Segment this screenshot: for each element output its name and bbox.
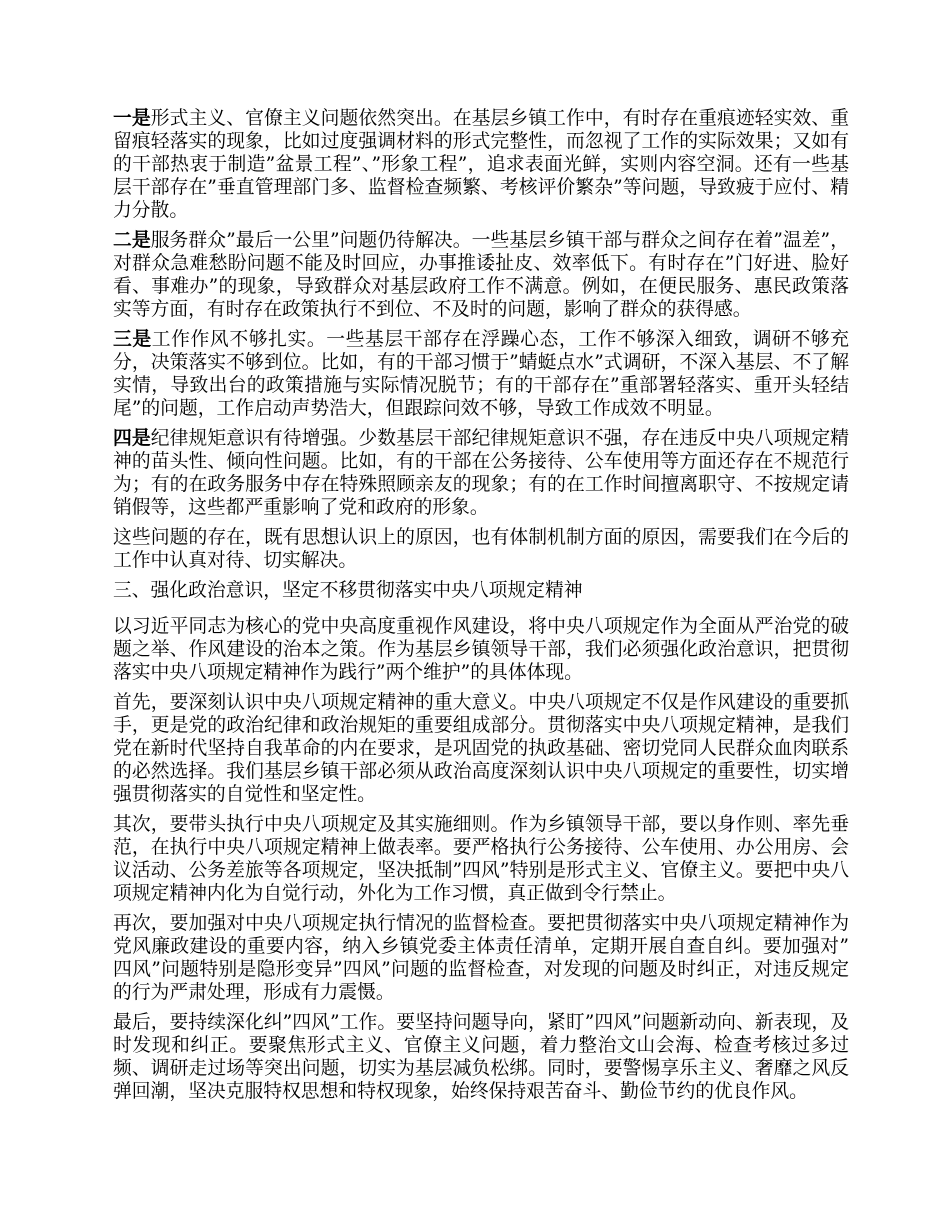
paragraph bbox=[113, 107, 849, 222]
section-heading bbox=[113, 579, 849, 602]
paragraph-lead: 四是 bbox=[113, 427, 151, 449]
paragraph bbox=[113, 912, 849, 1004]
paragraph-lead: 一是 bbox=[113, 107, 151, 129]
paragraph bbox=[113, 691, 849, 806]
document-body bbox=[113, 107, 849, 1103]
paragraph bbox=[113, 615, 849, 684]
paragraph bbox=[113, 427, 849, 519]
paragraph bbox=[113, 526, 849, 572]
paragraph-text: 纪律规矩意识有待增强。少数基层干部纪律规矩意识不强，存在违反中央八项规定精神的苗头性、倾向性问题。比如，有的干部在公务接待、公车使用等方面还存在不规范行为；有的在政务服务中存在特殊照顾亲友的现象；有的在工作时间擅离职守、不按规定请销假等，这些都严重影响了党和政府的形象。 bbox=[113, 428, 849, 518]
paragraph-text: 再次，要加强对中央八项规定执行情况的监督检查。要把贯彻落实中央八项规定精神作为党风廉政建设的重要内容，纳入乡镇党委主体责任清单，定期开展自查自纠。要加强对”四风”问题特别是隐形变异”四风”问题的监督检查，对发现的问题及时纠正，对违反规定的行为严肃处理，形成有力震慑。 bbox=[113, 913, 849, 1003]
paragraph-text: 三、强化政治意识，坚定不移贯彻落实中央八项规定精神 bbox=[113, 580, 583, 601]
paragraph-text: 其次，要带头执行中央八项规定及其实施细则。作为乡镇领导干部，要以身作则、率先垂范，在执行中央八项规定精神上做表率。要严格执行公务接待、公车使用、办公用房、会议活动、公务差旅等各项规定，坚决抵制”四风”特别是形式主义、官僚主义。要把中央八项规定精神内化为自觉行动，外化为工作习惯，真正做到令行禁止。 bbox=[113, 814, 849, 904]
paragraph-text: 最后，要持续深化纠”四风”工作。要坚持问题导向，紧盯”四风”问题新动向、新表现，及时发现和纠正。要聚焦形式主义、官僚主义问题，着力整治文山会海、检查考核过多过频、调研走过场等突出问题，切实为基层减负松绑。同时，要警惕享乐主义、奢靡之风反弹回潮，坚决克服特权思想和特权现象，始终保持艰苦奋斗、勤俭节约的优良作风。 bbox=[113, 1012, 849, 1102]
paragraph-text: 以习近平同志为核心的党中央高度重视作风建设，将中央八项规定作为全面从严治党的破题之举、作风建设的治本之策。作为基层乡镇领导干部，我们必须强化政治意识，把贯彻落实中央八项规定精神作为践行”两个维护”的具体体现。 bbox=[113, 616, 849, 683]
paragraph-text: 服务群众”最后一公里”问题仍待解决。一些基层乡镇干部与群众之间存在着”温差”，对群众急难愁盼问题不能及时回应，办事推诿扯皮、效率低下。有时存在”门好进、脸好看、事难办”的现象，导致群众对基层政府工作不满意。例如，在便民服务、惠民政策落实等方面，有时存在政策执行不到位、不及时的问题，影响了群众的获得感。 bbox=[113, 230, 850, 320]
paragraph-text: 工作作风不够扎实。一些基层干部存在浮躁心态，工作不够深入细致，调研不够充分，决策落实不够到位。比如，有的干部习惯于”蜻蜓点水”式调研，不深入基层、不了解实情，导致出台的政策措施与实际情况脱节；有的干部存在”重部署轻落实、重开头轻结尾”的问题，工作启动声势浩大，但跟踪问效不够，导致工作成效不明显。 bbox=[113, 329, 850, 419]
paragraph-lead: 二是 bbox=[113, 229, 151, 251]
paragraph bbox=[113, 229, 849, 321]
paragraph bbox=[113, 328, 849, 420]
paragraph bbox=[113, 813, 849, 905]
paragraph-text: 首先，要深刻认识中央八项规定精神的重大意义。中央八项规定不仅是作风建设的重要抓手，更是党的政治纪律和政治规矩的重要组成部分。贯彻落实中央八项规定精神，是我们党在新时代坚持自我革命的内在要求，是巩固党的执政基础、密切党同人民群众血肉联系的必然选择。我们基层乡镇干部必须从政治高度深刻认识中央八项规定的重要性，切实增强贯彻落实的自觉性和坚定性。 bbox=[113, 692, 849, 805]
paragraph-lead: 三是 bbox=[113, 328, 152, 350]
paragraph bbox=[113, 1011, 849, 1103]
paragraph-text: 这些问题的存在，既有思想认识上的原因，也有体制机制方面的原因，需要我们在今后的工作中认真对待、切实解决。 bbox=[113, 527, 849, 571]
paragraph-text: 形式主义、官僚主义问题依然突出。在基层乡镇工作中，有时存在重痕迹轻实效、重留痕轻落实的现象，比如过度强调材料的形式完整性，而忽视了工作的实际效果；又如有的干部热衷于制造”盆景工程”、”形象工程”，追求表面光鲜，实则内容空洞。还有一些基层干部存在”垂直管理部门多、监督检查频繁、考核评价繁杂”等问题，导致疲于应付、精力分散。 bbox=[113, 108, 849, 221]
